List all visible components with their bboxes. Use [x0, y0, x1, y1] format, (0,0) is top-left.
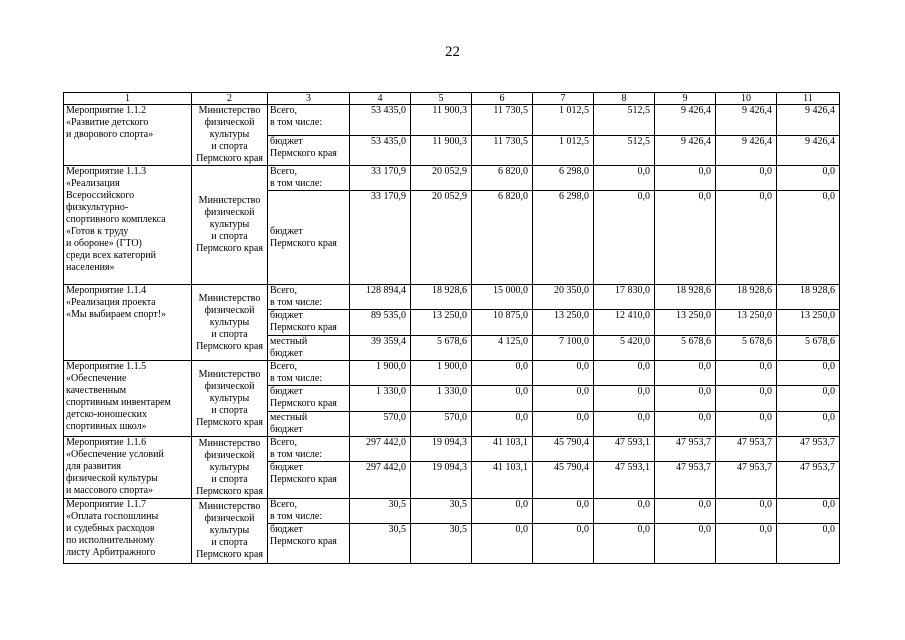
amount-cell: 297 442,0	[350, 437, 411, 462]
event-name: Мероприятие 1.1.3 «Реализация Всероссийского физкультурно- спортивного комплекса «Готов к труду и обороне» (ГТО) среди всех категорий населения»	[66, 166, 166, 273]
amount-cell: 30,5	[411, 499, 472, 524]
amount-cell: 0,0	[472, 524, 533, 564]
page-number: 22	[445, 44, 460, 60]
amount-cell: 13 250,0	[533, 310, 594, 336]
amount-cell: 0,0	[594, 386, 655, 412]
amount-cell: 6 298,0	[533, 166, 594, 191]
amount-cell: 0,0	[594, 412, 655, 437]
column-header: 11	[777, 93, 840, 105]
amount-cell: 11 900,3	[411, 105, 472, 136]
amount-cell: 41 103,1	[472, 437, 533, 462]
budget-table	[63, 92, 840, 564]
column-header: 9	[655, 93, 716, 105]
column-header: 1	[64, 93, 192, 105]
amount-cell: 0,0	[716, 412, 777, 437]
amount-cell: 0,0	[655, 166, 716, 191]
event-cell	[64, 285, 192, 361]
funding-source-label: Всего, в том числе:	[270, 499, 323, 522]
amount-cell: 47 953,7	[777, 437, 840, 462]
executor-cell	[192, 105, 268, 166]
executor-cell	[192, 166, 268, 285]
amount-cell: 0,0	[655, 412, 716, 437]
amount-cell: 13 250,0	[777, 310, 840, 336]
amount-cell: 0,0	[777, 524, 840, 564]
amount-cell: 0,0	[533, 386, 594, 412]
amount-cell: 0,0	[533, 499, 594, 524]
amount-cell: 0,0	[594, 191, 655, 285]
amount-cell: 0,0	[655, 191, 716, 285]
amount-cell: 0,0	[594, 524, 655, 564]
amount-cell: 18 928,6	[777, 285, 840, 310]
amount-cell: 0,0	[716, 524, 777, 564]
column-header: 8	[594, 93, 655, 105]
funding-source-cell	[268, 191, 350, 285]
column-header: 3	[268, 93, 350, 105]
amount-cell: 9 426,4	[655, 105, 716, 136]
amount-cell: 5 678,6	[411, 336, 472, 361]
amount-cell: 512,5	[594, 135, 655, 166]
amount-cell: 19 094,3	[411, 462, 472, 499]
amount-cell: 41 103,1	[472, 462, 533, 499]
amount-cell: 33 170,9	[350, 191, 411, 285]
amount-cell: 9 426,4	[777, 105, 840, 136]
amount-cell: 1 012,5	[533, 105, 594, 136]
column-header: 2	[192, 93, 268, 105]
amount-cell: 47 593,1	[594, 437, 655, 462]
funding-source-label: Всего, в том числе:	[270, 437, 323, 460]
amount-cell: 13 250,0	[716, 310, 777, 336]
funding-source-cell	[268, 166, 350, 191]
amount-cell: 89 535,0	[350, 310, 411, 336]
column-header: 7	[533, 93, 594, 105]
funding-source-label: бюджет Пермского края	[270, 135, 337, 159]
amount-cell: 0,0	[472, 386, 533, 412]
amount-cell: 570,0	[411, 412, 472, 437]
funding-source-cell	[268, 524, 350, 564]
amount-cell: 0,0	[655, 386, 716, 412]
column-header: 6	[472, 93, 533, 105]
funding-source-label: местный бюджет	[270, 336, 308, 359]
header-row	[64, 93, 840, 105]
amount-cell: 1 900,0	[411, 361, 472, 386]
amount-cell: 6 820,0	[472, 191, 533, 285]
amount-cell: 6 820,0	[472, 166, 533, 191]
amount-cell: 20 350,0	[533, 285, 594, 310]
amount-cell: 30,5	[350, 524, 411, 564]
funding-source-cell	[268, 437, 350, 462]
amount-cell: 128 894,4	[350, 285, 411, 310]
funding-source-label: бюджет Пермского края	[270, 524, 337, 547]
funding-source-cell	[268, 105, 350, 136]
column-header: 5	[411, 93, 472, 105]
executor-cell	[192, 361, 268, 437]
event-cell	[64, 437, 192, 499]
table-row	[64, 361, 840, 386]
amount-cell: 13 250,0	[655, 310, 716, 336]
amount-cell: 0,0	[594, 166, 655, 191]
amount-cell: 13 250,0	[411, 310, 472, 336]
funding-source-cell	[268, 386, 350, 412]
amount-cell: 9 426,4	[716, 135, 777, 166]
amount-cell: 5 678,6	[716, 336, 777, 361]
amount-cell: 0,0	[472, 361, 533, 386]
amount-cell: 5 678,6	[777, 336, 840, 361]
amount-cell: 0,0	[716, 191, 777, 285]
executor-name: Министерство физической культуры и спорта Пермского края	[196, 195, 263, 254]
event-name: Мероприятие 1.1.7 «Оплата госпошлины и судебных расходов по исполнительному листу Арбитражного	[66, 499, 159, 558]
funding-source-label: бюджет Пермского края	[270, 386, 337, 409]
funding-source-label: бюджет Пермского края	[270, 310, 337, 333]
executor-name: Министерство физической культуры и спорта Пермского края	[196, 105, 263, 164]
funding-source-cell	[268, 361, 350, 386]
amount-cell: 33 170,9	[350, 166, 411, 191]
amount-cell: 1 012,5	[533, 135, 594, 166]
event-name: Мероприятие 1.1.5 «Обеспечение качественным спортивным инвентарем детско-юношеских спортивных школ»	[66, 361, 171, 432]
amount-cell: 0,0	[777, 166, 840, 191]
amount-cell: 297 442,0	[350, 462, 411, 499]
amount-cell: 47 953,7	[655, 462, 716, 499]
amount-cell: 20 052,9	[411, 191, 472, 285]
amount-cell: 30,5	[411, 524, 472, 564]
amount-cell: 0,0	[777, 412, 840, 437]
amount-cell: 1 900,0	[350, 361, 411, 386]
funding-source-label: Всего, в том числе:	[270, 285, 323, 308]
column-header: 10	[716, 93, 777, 105]
executor-name: Министерство физической культуры и спорта Пермского края	[196, 501, 263, 560]
funding-source-cell	[268, 499, 350, 524]
funding-source-cell	[268, 336, 350, 361]
amount-cell: 18 928,6	[655, 285, 716, 310]
amount-cell: 0,0	[777, 191, 840, 285]
amount-cell: 0,0	[655, 499, 716, 524]
amount-cell: 0,0	[594, 361, 655, 386]
amount-cell: 0,0	[716, 361, 777, 386]
amount-cell: 0,0	[655, 524, 716, 564]
amount-cell: 11 730,5	[472, 135, 533, 166]
executor-name: Министерство физической культуры и спорта Пермского края	[196, 292, 263, 352]
amount-cell: 9 426,4	[777, 135, 840, 166]
amount-cell: 5 678,6	[655, 336, 716, 361]
amount-cell: 39 359,4	[350, 336, 411, 361]
amount-cell: 53 435,0	[350, 135, 411, 166]
amount-cell: 0,0	[472, 499, 533, 524]
event-cell	[64, 499, 192, 564]
event-cell	[64, 105, 192, 166]
amount-cell: 53 435,0	[350, 105, 411, 136]
amount-cell: 11 730,5	[472, 105, 533, 136]
executor-cell	[192, 499, 268, 564]
event-name: Мероприятие 1.1.4 «Реализация проекта «Мы выбираем спорт!»	[66, 285, 167, 320]
event-cell	[64, 361, 192, 437]
amount-cell: 12 410,0	[594, 310, 655, 336]
amount-cell: 30,5	[350, 499, 411, 524]
funding-source-cell	[268, 285, 350, 310]
executor-cell	[192, 437, 268, 499]
amount-cell: 0,0	[533, 412, 594, 437]
amount-cell: 0,0	[655, 361, 716, 386]
funding-source-cell	[268, 310, 350, 336]
amount-cell: 47 953,7	[777, 462, 840, 499]
event-name: Мероприятие 1.1.6 «Обеспечение условий для развития физической культуры и массового спорта»	[66, 437, 164, 496]
amount-cell: 15 000,0	[472, 285, 533, 310]
amount-cell: 47 953,7	[655, 437, 716, 462]
table-row	[64, 499, 840, 524]
amount-cell: 10 875,0	[472, 310, 533, 336]
funding-source-cell	[268, 412, 350, 437]
funding-source-label: бюджет Пермского края	[270, 225, 337, 249]
amount-cell: 7 100,0	[533, 336, 594, 361]
amount-cell: 18 928,6	[716, 285, 777, 310]
amount-cell: 6 298,0	[533, 191, 594, 285]
amount-cell: 9 426,4	[655, 135, 716, 166]
amount-cell: 11 900,3	[411, 135, 472, 166]
column-header: 4	[350, 93, 411, 105]
amount-cell: 1 330,0	[411, 386, 472, 412]
event-name: Мероприятие 1.1.2 «Развитие детского и дворового спорта»	[66, 105, 154, 140]
funding-source-label: Всего, в том числе:	[270, 166, 323, 189]
executor-name: Министерство физической культуры и спорта Пермского края	[196, 437, 263, 497]
amount-cell: 0,0	[716, 166, 777, 191]
amount-cell: 9 426,4	[716, 105, 777, 136]
funding-source-label: местный бюджет	[270, 412, 308, 435]
amount-cell: 18 928,6	[411, 285, 472, 310]
amount-cell: 45 790,4	[533, 462, 594, 499]
table-row	[64, 166, 840, 191]
executor-name: Министерство физической культуры и спорта Пермского края	[196, 368, 263, 428]
amount-cell: 0,0	[533, 524, 594, 564]
funding-source-cell	[268, 135, 350, 166]
funding-source-cell	[268, 462, 350, 499]
table-row	[64, 285, 840, 310]
amount-cell: 47 953,7	[716, 462, 777, 499]
amount-cell: 4 125,0	[472, 336, 533, 361]
amount-cell: 20 052,9	[411, 166, 472, 191]
amount-cell: 0,0	[716, 499, 777, 524]
amount-cell: 0,0	[594, 499, 655, 524]
amount-cell: 0,0	[533, 361, 594, 386]
amount-cell: 47 593,1	[594, 462, 655, 499]
amount-cell: 0,0	[777, 499, 840, 524]
executor-cell	[192, 285, 268, 361]
event-cell	[64, 166, 192, 285]
amount-cell: 5 420,0	[594, 336, 655, 361]
amount-cell: 1 330,0	[350, 386, 411, 412]
amount-cell: 45 790,4	[533, 437, 594, 462]
amount-cell: 0,0	[777, 386, 840, 412]
amount-cell: 19 094,3	[411, 437, 472, 462]
amount-cell: 17 830,0	[594, 285, 655, 310]
amount-cell: 570,0	[350, 412, 411, 437]
amount-cell: 47 953,7	[716, 437, 777, 462]
table-row	[64, 437, 840, 462]
amount-cell: 512,5	[594, 105, 655, 136]
amount-cell: 0,0	[716, 386, 777, 412]
funding-source-label: Всего, в том числе:	[270, 105, 323, 128]
funding-source-label: Всего, в том числе:	[270, 361, 323, 384]
table-row	[64, 105, 840, 136]
amount-cell: 0,0	[777, 361, 840, 386]
amount-cell: 0,0	[472, 412, 533, 437]
funding-source-label: бюджет Пермского края	[270, 462, 337, 485]
